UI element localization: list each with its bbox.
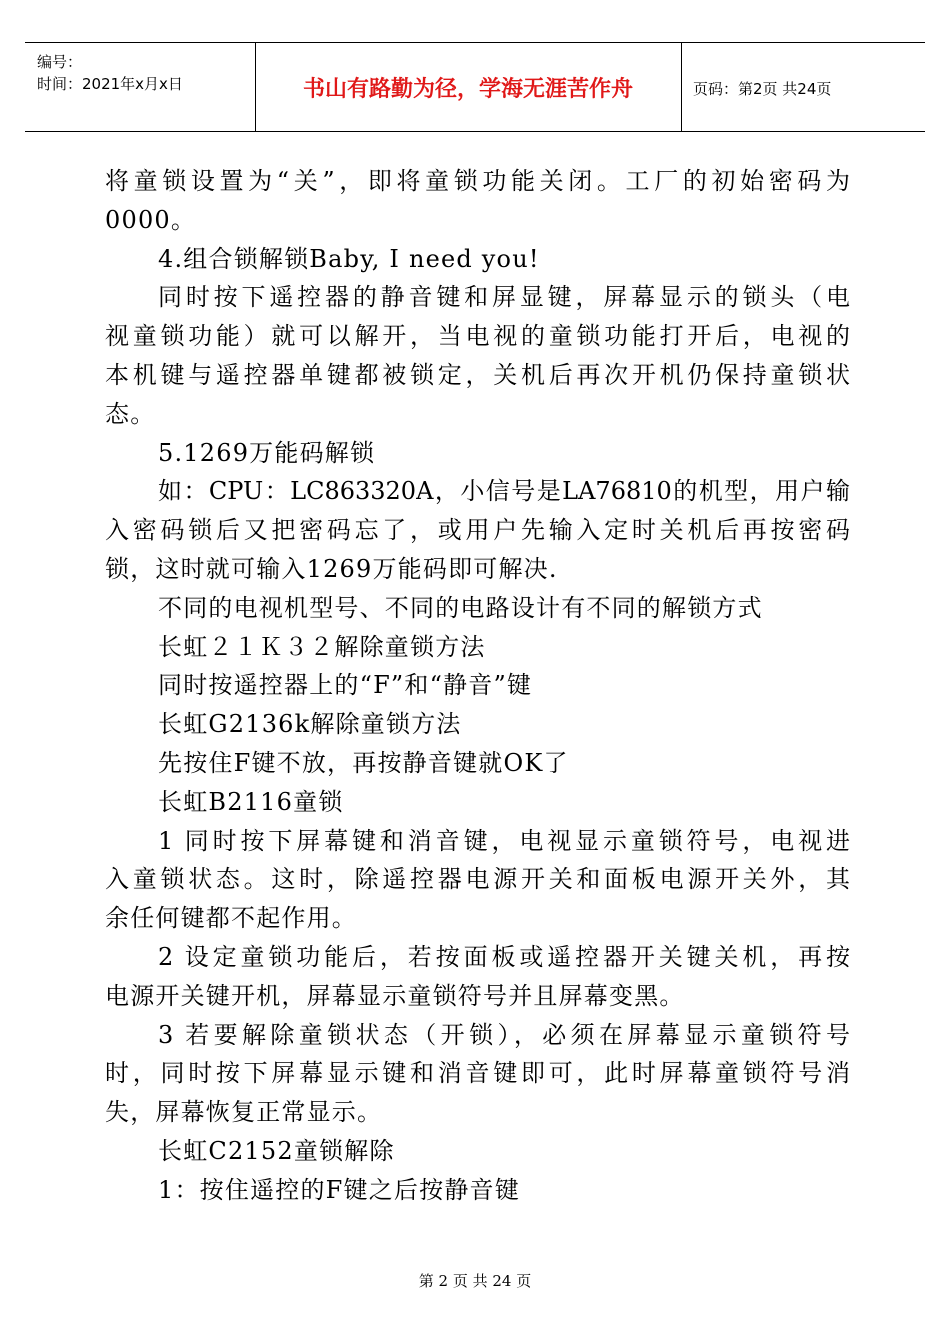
paragraph-line: 入密码锁后又把密码忘了，或用户先输入定时关机后再按密码: [105, 516, 850, 545]
motto-text: 书山有路勤为径，学海无涯苦作舟: [302, 76, 633, 102]
number-label: 编号：: [37, 53, 83, 71]
paragraph-line: 视童锁功能）就可以解开，当电视的童锁功能打开后，电视的: [105, 322, 850, 351]
paragraph-line: 1：按住遥控的F键之后按静音键: [158, 1175, 520, 1204]
header-page-label: 页码：第2页 共24页: [693, 80, 832, 98]
paragraph-line: 态。: [105, 399, 156, 428]
section-heading: 4.组合锁解锁Baby, I need you!: [158, 244, 540, 273]
paragraph-line: 不同的电视机型号、不同的电路设计有不同的解锁方式: [158, 593, 763, 622]
paragraph-line: 失，屏幕恢复正常显示。: [105, 1098, 383, 1127]
section-heading: 长虹C2152童锁解除: [158, 1136, 395, 1165]
paragraph-line: 0000。: [105, 205, 197, 234]
paragraph-line: 同时按遥控器上的“F”和“静音”键: [158, 671, 533, 700]
paragraph-line: 本机键与遥控器单键都被锁定，关机后再次开机仍保持童锁状: [105, 360, 850, 389]
section-heading: 长虹B2116童锁: [158, 787, 344, 816]
paragraph-line: 2 设定童锁功能后，若按面板或遥控器开关键关机，再按: [158, 942, 850, 971]
footer-page-number: 第 2 页 共 24 页: [418, 1272, 532, 1290]
paragraph-line: 如：CPU：LC863320A，小信号是LA76810的机型，用户输: [158, 477, 850, 506]
paragraph-line: 电源开关键开机，屏幕显示童锁符号并且屏幕变黑。: [105, 981, 685, 1010]
document-header: [25, 42, 925, 132]
paragraph-line: 余任何键都不起作用。: [105, 904, 357, 933]
paragraph-line: 1 同时按下屏幕键和消音键，电视显示童锁符号，电视进: [158, 826, 850, 855]
paragraph-line: 锁，这时就可输入1269万能码即可解决.: [105, 554, 558, 583]
paragraph-line: 同时按下遥控器的静音键和屏显键，屏幕显示的锁头（电: [158, 283, 850, 312]
paragraph-line: 3 若要解除童锁状态（开锁），必须在屏幕显示童锁符号: [158, 1020, 850, 1049]
paragraph-line: 时，同时按下屏幕显示键和消音键即可，此时屏幕童锁符号消: [105, 1059, 850, 1088]
section-heading: 长虹G2136k解除童锁方法: [158, 710, 462, 739]
paragraph-line: 入童锁状态。这时，除遥控器电源开关和面板电源开关外，其: [105, 865, 850, 894]
section-heading: 长虹２１Ｋ３２解除童锁方法: [158, 632, 486, 661]
time-label: 时间：2021年x月x日: [37, 75, 183, 93]
header-divider: [681, 43, 682, 131]
document-body: [105, 162, 850, 1210]
paragraph-line: 将童锁设置为“关”，即将童锁功能关闭。工厂的初始密码为: [105, 167, 850, 195]
header-motto: [255, 43, 681, 131]
section-heading: 5.1269万能码解锁: [158, 438, 376, 467]
page-footer: [0, 1270, 950, 1291]
paragraph-line: 先按住F键不放，再按静音键就OK了: [158, 748, 569, 777]
header-meta: [37, 51, 183, 95]
